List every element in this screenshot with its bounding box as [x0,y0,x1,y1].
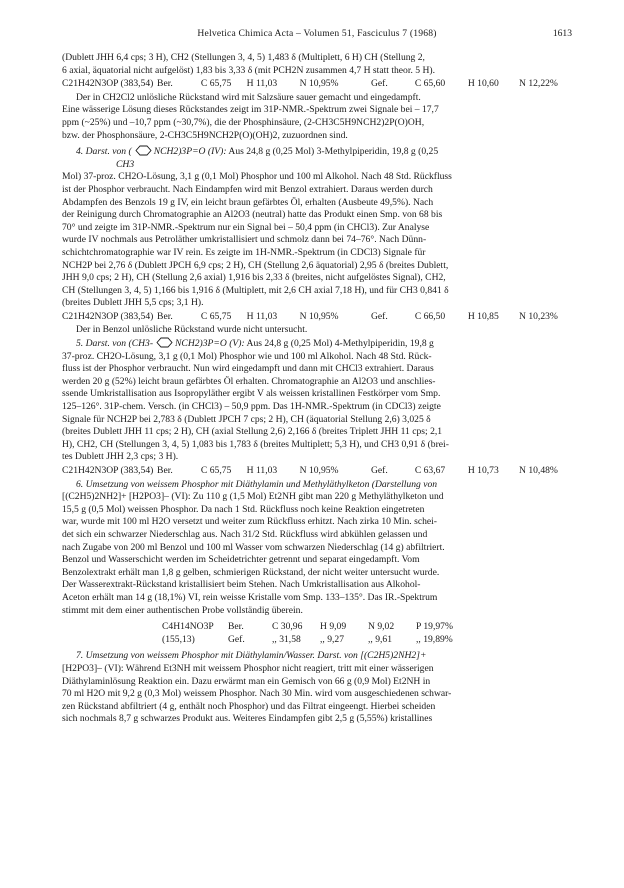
analysis-calc-label: Ber. [157,310,173,322]
analysis-found-h: H 10,73 [467,465,499,476]
text-line: 6 axial, äquatorial nicht aufgelöst) 1,83 bis 3,33 δ (mit PCH2N zusammen 4,7 H statt theor. 5 H). [62,64,436,76]
elemental-analysis-4 [162,621,572,646]
analysis-calc-h: H 11,03 [246,465,278,476]
text-line: Signale für NCH2P bei 2,783 δ (Dublett JPCH 7 cps; 2 H), CH (äquatorial Stellung 2,6) 3,025 δ [62,413,431,425]
analysis-n: N 9,02 [368,621,395,633]
analysis-p: ,, 19,89% [416,633,453,645]
piperidine-ring-icon [132,145,154,156]
analysis-calc-label: Ber. [157,465,173,476]
analysis-found-h: H 10,60 [467,78,499,90]
text-line: tes Dublett JHH 2,3 cps; 3 H). [62,451,179,463]
text-line: ssende Umkristallisation aus Isopropyläther ergibt V als weissen kristallinen Festkörper vom Smp. [62,388,441,400]
text-line: (breites Dublett JHH 5,5 cps; 3,1 H). [62,297,204,309]
text-line: CH (Stellungen 3, 4, 5) 1,166 bis 1,916 δ (Multiplett, mit 2,6 CH axial 7,18 H), und für CH3 0,841 δ [62,284,449,296]
analysis-label: Gef. [228,633,245,645]
text-line: ist der Phosphor verbraucht. Nach Eindampfen wird mit Benzol extrahiert. Daraus werden durch [62,183,433,195]
analysis-calc-c: C 65,75 [200,78,232,90]
text-line: Der Wasserextrakt-Rückstand kristallisiert beim Stehen. Nach Umkristallisation aus Alkohol- [62,579,421,591]
text-line: 37-proz. CH2O-Lösung, 3,1 g (0,1 Mol) Phosphor wie und 100 ml Alkohol. Nach 48 Std. Rück- [62,350,432,362]
text-line: war, wurde mit 100 ml H2O versetzt und weiter zum Rückfluss erhitzt. Nach zirka 10 Min. schei- [62,516,438,528]
analysis-calc-n: N 10,95% [299,310,339,322]
analysis-c: C 30,96 [272,621,303,633]
text-line: stimmt mit dem einer authentischen Probe vollständig überein. [62,604,303,616]
text-line: fluss ist der Phosphor verbraucht. Nun wird eingedampft und dann mit CHCl3 extrahiert. Daraus [62,363,434,375]
text-line: Eine wässerige Lösung dieses Rückstandes zeigt im 31P-NMR.-Spektrum zwei Signale bei – 17,7 [62,104,439,116]
analysis-calc-n: N 10,95% [299,465,339,476]
analysis-calc-c: C 65,75 [200,465,232,476]
text-line: [(C2H5)2NH2]+ [H2PO3]– (VI): Zu 110 g (1,5 Mol) Et2NH gibt man 220 g Methyläthylketon und [62,491,444,503]
text-line: [H2PO3]– (VI): Während Et3NH mit weissem Phosphor nicht reagiert, tritt mit einer wässerigen [62,662,434,674]
text-line: wurde IV nochmals aus Petroläther umkristallisiert und schmolz dann bei 74–76°. Nach Dünn- [62,234,427,246]
text-line: 70° und zeigte im 31P-NMR.-Spektrum nur ein Signal bei – 50,4 ppm (in CHCl3). Zur Analyse [62,221,430,233]
section-4-title-a: 4. Darst. von ( [76,146,132,158]
analysis-found-label: Gef. [370,78,388,90]
text-line: 70 ml H2O mit 9,2 g (0,3 Mol) weissem Phosphor. Nach 30 Min. wird vom ausgeschiedenen schwar- [62,688,452,700]
running-header [62,28,572,42]
analysis-molweight: (155,13) [162,633,195,645]
analysis-h: H 9,09 [320,621,347,633]
analysis-found-c: C 65,60 [414,78,446,90]
analysis-found-c: C 66,50 [414,310,446,322]
analysis-calc-c: C 65,75 [200,310,232,322]
analysis-calc-n: N 10,95% [299,78,339,90]
text-line: schichtchromatographie war IV rein. Es zeigte im 1H-NMR.-Spektrum (in CDCl3) Signale für [62,246,426,258]
analysis-h: ,, 9,27 [320,633,344,645]
analysis-found-n: N 12,22% [519,78,558,90]
section-5-heading [62,337,572,351]
text-line: Mol) 37-proz. CH2O-Lösung, 3,1 g (0,1 Mol) Phosphor und 100 ml Alkohol. Nach 48 Std. Rückfluss [62,171,452,183]
analysis-found-label: Gef. [370,310,388,322]
page-number: 1613 [552,28,572,39]
section-5-intro: Aus 24,8 g (0,25 Mol) 4-Methylpiperidin, 19,8 g [244,338,434,350]
text-line: bzw. der Phosphonsäure, 2-CH3C5H9NCH2P(O)(OH)2, zuzuordnen sind. [62,129,348,141]
analysis-row-calc [162,621,572,634]
analysis-n: ,, 9,61 [368,633,392,645]
analysis-calc-h: H 11,03 [246,78,278,90]
section-7-heading: 7. Umsetzung von weissem Phosphor mit Diäthylamin/Wasser. Darst. von [(C2H5)2NH2]+ [76,650,427,662]
analysis-found-h: H 10,85 [467,310,499,322]
text-line: det sich ein schwarzer Niederschlag aus. Nach 31/2 Std. Rückfluss wird abkühlen gelassen und [62,528,428,540]
analysis-found-c: C 63,67 [414,465,446,476]
text-line: (breites Dublett JHH 11 cps; 2 H), CH (axial Stellung 2,6) 2,166 δ (breites Triplett JHH 11 cps; 2,1 [62,426,443,438]
text-line: 125–126°. 31P-chem. Versch. (in CHCl3) – 50,9 ppm. Das 1H-NMR.-Spektrum (in CDCl3) zeigte [62,401,441,413]
section-4-intro: Aus 24,8 g (0,25 Mol) 3-Methylpiperidin, 19,8 g (0,25 [226,146,439,158]
text-line: Aceton erhält man 14 g (18,1%) VI, rein weisse Kristalle vom Smp. 133–135°. Das IR.-Spektrum [62,591,438,603]
analysis-p: P 19,97% [416,621,453,633]
analysis-formula: C21H42N3OP (383,54) [62,310,154,322]
elemental-analysis-1 [62,78,572,91]
analysis-c: ,, 31,58 [272,633,301,645]
text-line: NCH2P bei 2,76 δ (Dublett JPCH 6,9 cps; 2 H), CH (Stellung 2,6 äquatorial) 2,95 δ (breites Dublett, [62,259,449,271]
text-line: 15,5 g (0,5 Mol) weissen Phosphor. Da nach 1 Std. Rückfluss noch keine Reaktion eingetreten [62,503,425,515]
text-line: nach Zugabe von 200 ml Benzol und 100 ml Wasser vom schwarzen Niederschlag (14 g) abfiltriert. [62,541,445,553]
elemental-analysis-2 [62,311,572,324]
text-line: Der in CH2Cl2 unlösliche Rückstand wird mit Salzsäure sauer gemacht und eingedampft. [76,91,421,103]
analysis-formula: C4H14NO3P [162,621,214,633]
section-6-heading: 6. Umsetzung von weissem Phosphor mit Diäthylamin und Methyläthylketon (Darstellung von [76,478,438,490]
analysis-row-found [162,634,572,647]
text-line: werden 20 g (52%) leicht braun gefärbtes Öl erhalten. Chromatographie an Al2O3 und anschlies- [62,375,436,387]
text-line: H), CH2, CH (Stellungen 3, 4, 5) 1,083 bis 1,783 δ (breites Multiplett; 5,3 H), und CH3 0,91 δ (brei- [62,438,449,450]
analysis-label: Ber. [228,621,244,633]
analysis-found-n: N 10,23% [519,310,558,322]
text-line: Benzolextrakt erhält man 1,8 g gelben, schmierigen Rückstand, der nicht weiter untersucht wurde. [62,566,440,578]
section-5-title-a: 5. Darst. von (CH3- [76,338,154,350]
analysis-calc-label: Ber. [157,78,173,90]
page-body [62,52,572,726]
text-line: Der in Benzol unlösliche Rückstand wurde nicht untersucht. [76,324,308,336]
text-line: der Reinigung durch Chromatographie an Al2O3 (neutral) hatte das Produkt einen Smp. von 68 bis [62,209,443,221]
text-line: Diäthylaminlösung Reaktion ein. Dazu erwärmt man ein Gemisch von 66 g (0,9 Mol) Et2NH in [62,675,431,687]
analysis-found-n: N 10,48% [519,465,558,476]
text-line: sich nochmals 8,7 g schwarzes Produkt aus. Weiteres Eindampfen gibt 2,5 g (5,55%) kristallines [62,713,433,725]
section-4-title-b: NCH2)3P=O (IV): [153,146,227,158]
text-line: Abdampfen des Benzols 19 g IV, ein leicht braun gefärbtes Öl, erhalten (Ausbeute 49,5%). Nach [62,196,434,208]
section-4-heading [62,145,572,159]
elemental-analysis-3 [62,465,572,478]
text-line: JHH 9,0 cps; 2 H), CH (Stellung 2,6 axial) 1,916 bis 2,33 δ (breites, nicht aufgelöstes Signal), CH2, [62,272,446,284]
analysis-formula: C21H42N3OP (383,54) [62,78,154,90]
analysis-found-label: Gef. [370,465,388,476]
piperidine-ring-icon [153,337,175,348]
journal-title: Helvetica Chimica Acta – Volumen 51, Fasciculus 7 (1968) [197,28,437,39]
analysis-formula: C21H42N3OP (383,54) [62,465,154,476]
section-5-title-b: NCH2)3P=O (V): [175,338,245,350]
text-line: zen Rückstand abfiltriert (4 g, enthält noch Phosphor) und das Filtrat eingeengt. Hierbei scheiden [62,700,436,712]
text-line: (Dublett JHH 6,4 cps; 3 H), CH2 (Stellungen 3, 4, 5) 1,483 δ (Multiplett, 6 H) CH (Stellung 2, [62,52,425,63]
analysis-calc-h: H 11,03 [246,310,278,322]
methyl-substituent: CH3 [116,158,135,170]
text-line: Benzol und Wasserschicht werden im Scheidetrichter getrennt und separat eingedampft. Vom [62,554,420,566]
text-line: ppm (~25%) und –10,7 ppm (~30,7%), die der Phosphinsäure, (2-CH3C5H9NCH2)2P(O)OH, [62,116,425,128]
